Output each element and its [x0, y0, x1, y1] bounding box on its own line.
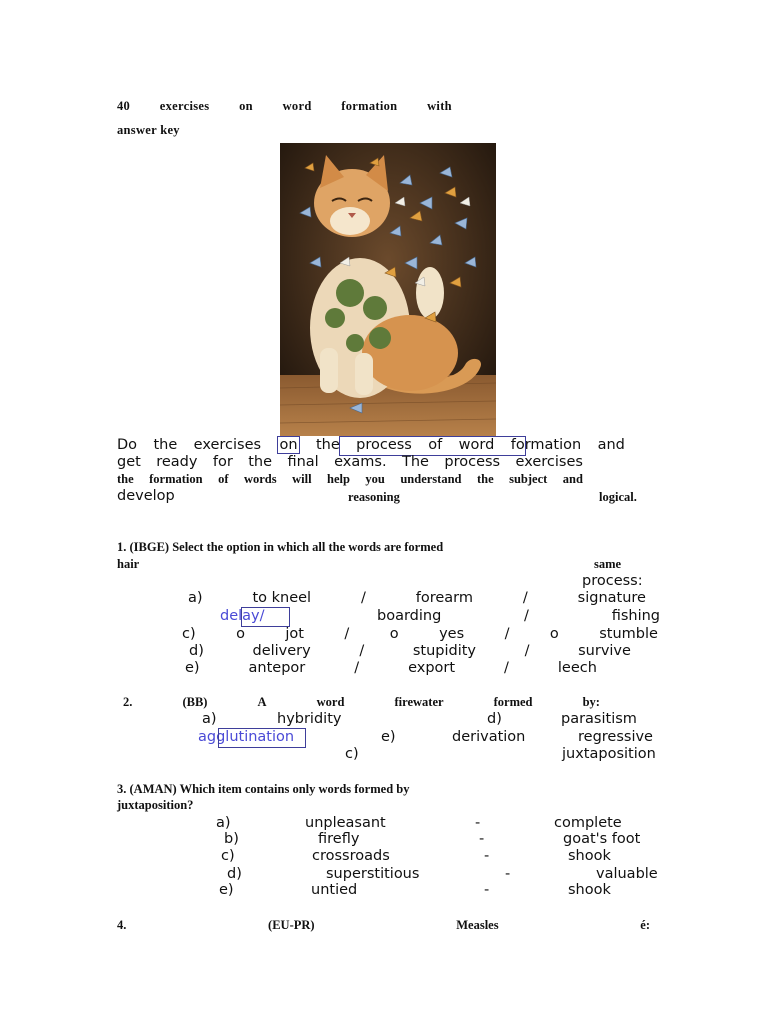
- stem-word: formed: [493, 695, 533, 709]
- option-word: yes: [439, 626, 465, 642]
- intro-word: the: [476, 472, 494, 486]
- option-word: stumble: [599, 626, 658, 642]
- q2-option-d-text: parasitism: [561, 711, 637, 727]
- intro-line-2: [117, 454, 583, 470]
- q2-agglutination-link[interactable]: agglutination: [198, 729, 295, 745]
- title-word: exercises: [159, 99, 210, 113]
- intro-word: formation: [149, 472, 203, 486]
- q3-option-c-letter[interactable]: c): [221, 848, 235, 864]
- separator: /: [522, 590, 528, 606]
- document-title: [117, 94, 452, 142]
- q3-option-b-word1: firefly: [318, 831, 360, 847]
- separator: /: [360, 590, 366, 606]
- q3-option-b-dash: -: [479, 831, 485, 847]
- intro-word: exercises: [515, 454, 583, 470]
- title-word: 40: [117, 99, 131, 113]
- q3-option-a-letter[interactable]: a): [216, 815, 231, 831]
- intro-phrase-highlight-box: [339, 436, 526, 456]
- separator: /: [504, 660, 509, 676]
- q2-option-d-letter[interactable]: d): [487, 711, 502, 727]
- stem-word: 4.: [117, 918, 127, 932]
- q1-option-a[interactable]: [188, 590, 646, 606]
- separator: /: [359, 643, 365, 659]
- q3-option-e-dash: -: [484, 882, 490, 898]
- intro-word: of: [218, 472, 229, 486]
- stem-word: (EU-PR): [268, 918, 315, 932]
- title-line-1: [117, 94, 452, 118]
- separator: /: [524, 608, 529, 624]
- q3-option-d-letter[interactable]: d): [227, 866, 242, 882]
- q3-option-e-word1: untied: [311, 882, 358, 898]
- intro-word: will: [292, 472, 312, 486]
- option-word: signature: [577, 590, 646, 606]
- q1-option-d[interactable]: [189, 643, 631, 659]
- title-word: formation: [341, 99, 398, 113]
- option-word: survive: [578, 643, 631, 659]
- intro-word: for: [212, 454, 233, 470]
- intro-word: exams.: [334, 454, 387, 470]
- q1-delay-link[interactable]: delay/: [220, 608, 265, 624]
- intro-word: words: [243, 472, 277, 486]
- stem-word: Measles: [456, 918, 499, 932]
- option-letter: c): [182, 626, 196, 642]
- q3-stem-2: juxtaposition?: [117, 798, 194, 812]
- q3-option-b-word2: goat's foot: [563, 831, 641, 847]
- q1-option-a-continued: [377, 608, 660, 624]
- intro-highlighted-word: process: [356, 437, 412, 453]
- q1-option-e[interactable]: [185, 660, 597, 676]
- option-word: o: [236, 626, 245, 642]
- option-word: o: [549, 626, 559, 642]
- q3-option-c-word2: shook: [568, 848, 611, 864]
- q3-stem: 3. (AMAN) Which item contains only words formed by: [117, 782, 410, 796]
- q3-option-c-word1: crossroads: [312, 848, 390, 864]
- stem-word: 2.: [123, 695, 133, 709]
- stem-word: é:: [640, 918, 650, 932]
- separator: /: [524, 643, 530, 659]
- option-word: antepor: [248, 660, 306, 676]
- option-letter: a): [188, 590, 203, 606]
- q1-option-c[interactable]: [182, 626, 658, 642]
- intro-word: the: [153, 437, 178, 453]
- intro-highlighted-word: on: [279, 437, 298, 453]
- option-word: delivery: [252, 643, 311, 659]
- title-word: word: [282, 99, 312, 113]
- q2-option-c-letter[interactable]: c): [345, 746, 359, 762]
- option-word: jot: [285, 626, 304, 642]
- q3-option-a-word1: unpleasant: [305, 815, 386, 831]
- separator: /: [344, 626, 350, 642]
- stem-word: word: [316, 695, 345, 709]
- q4-stem: [117, 918, 650, 933]
- intro-word: understand: [400, 472, 462, 486]
- q3-option-a-dash: -: [475, 815, 481, 831]
- q2-option-e-text: derivation: [452, 729, 526, 745]
- q2-option-a-text: hybridity: [277, 711, 342, 727]
- option-word: forearm: [415, 590, 473, 606]
- stem-word: firewater: [394, 695, 444, 709]
- title-line-2: answer key: [117, 123, 180, 137]
- q3-option-e-word2: shook: [568, 882, 611, 898]
- q1-stem: 1. (IBGE) Select the option in which all the words are formed: [117, 540, 444, 554]
- separator: /: [504, 626, 510, 642]
- intro-word: get: [117, 454, 141, 470]
- stem-word: A: [257, 695, 267, 709]
- option-word: leech: [557, 660, 597, 676]
- intro-line-3: [117, 472, 583, 487]
- intro-word: ready: [156, 454, 198, 470]
- stem-word: by:: [582, 695, 600, 709]
- option-word: stupidity: [412, 643, 476, 659]
- q2-regressive: regressive: [578, 729, 653, 745]
- q3-option-b-letter[interactable]: b): [224, 831, 239, 847]
- intro-word: and: [597, 437, 625, 453]
- q3-option-d-word2: valuable: [596, 866, 658, 882]
- intro-word: and: [562, 472, 583, 486]
- q2-stem: [123, 695, 600, 710]
- q2-option-e-letter[interactable]: e): [381, 729, 396, 745]
- cat-illustration-graphic: [280, 143, 496, 436]
- title-word: with: [427, 99, 452, 113]
- q1-stem-hair: hair: [117, 557, 140, 571]
- intro-word: The: [401, 454, 429, 470]
- stem-word: (BB): [182, 695, 208, 709]
- intro-word: Do: [117, 437, 138, 453]
- q2-option-a-letter[interactable]: a): [202, 711, 217, 727]
- q2-option-c-text: juxtaposition: [562, 746, 656, 762]
- intro-word: the: [248, 454, 273, 470]
- option-word: boarding: [377, 608, 442, 624]
- q3-option-d-dash: -: [505, 866, 511, 882]
- intro-line-4-develop: develop: [117, 488, 175, 504]
- option-word: fishing: [611, 608, 660, 624]
- q3-option-e-letter[interactable]: e): [219, 882, 234, 898]
- intro-word: the: [117, 472, 134, 486]
- q2-agglutination-highlight-box: [218, 728, 306, 748]
- intro-word: final: [287, 454, 319, 470]
- intro-line-4-reasoning: reasoning: [348, 490, 400, 504]
- intro-word: word: [458, 437, 495, 453]
- intro-line-4-logical: logical.: [599, 490, 637, 504]
- q3-option-d-word1: superstitious: [326, 866, 420, 882]
- intro-word: subject: [509, 472, 548, 486]
- q3-option-a-word2: complete: [554, 815, 622, 831]
- intro-word: the: [315, 437, 340, 453]
- q1-stem-same: same: [594, 557, 622, 571]
- option-letter: e): [185, 660, 200, 676]
- title-word: on: [239, 99, 253, 113]
- intro-word: you: [365, 472, 385, 486]
- q3-option-c-dash: -: [484, 848, 490, 864]
- q1-stem-process: process:: [582, 573, 643, 589]
- option-word: to kneel: [252, 590, 312, 606]
- option-word: export: [408, 660, 456, 676]
- intro-word: help: [327, 472, 350, 486]
- cat-butterflies-illustration: [280, 143, 496, 436]
- separator: /: [354, 660, 360, 676]
- intro-word: of: [428, 437, 443, 453]
- q1-delay-highlight-box: [241, 607, 290, 627]
- intro-word: exercises: [193, 437, 262, 453]
- intro-word: formation: [510, 437, 582, 453]
- intro-word: process: [444, 454, 501, 470]
- option-word: o: [389, 626, 399, 642]
- option-letter: d): [189, 643, 204, 659]
